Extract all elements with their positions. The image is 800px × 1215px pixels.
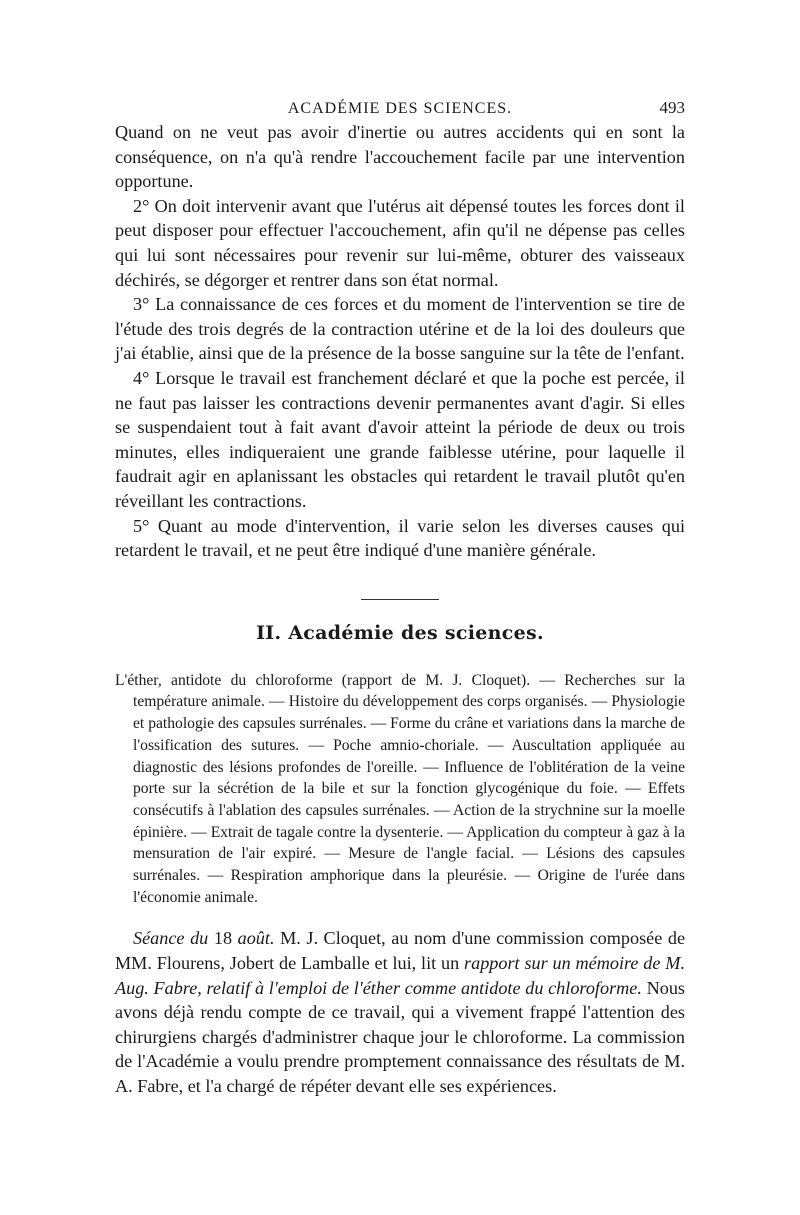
- book-page: [115, 92, 685, 1099]
- page-number: 493: [659, 98, 685, 117]
- paragraph-3: 3° La connaissance de ces forces et du moment de l'intervention se tire de l'étude des trois degrés de la contraction utérine et de la loi des douleurs que j'ai établie, ainsi que de la présence de la bosse sanguine sur la tête de l'enfant.: [115, 294, 685, 364]
- section-heading: II. Académie des sciences.: [256, 621, 544, 644]
- seance-paragraph: [115, 926, 685, 1098]
- section-divider: [361, 599, 439, 600]
- seance-day: 18: [213, 928, 233, 949]
- seance-text-2: Nous avons déjà rendu compte de ce travail, qui a vivement frappé l'attention des chirurgiens chargés d'administrer chaque jour le chloroforme. La commission de l'Académie a voulu prendre promptement connaissance des résultats de M. A. Fabre, et l'a chargé de répéter devant elle ses expériences.: [115, 977, 685, 1096]
- section-summary: L'éther, antidote du chloroforme (rapport de M. J. Cloquet). — Recherches sur la température animale. — Histoire du développement des corps organisés. — Physiologie et pathologie des capsules surrénales. — Forme du crâne et variations dans la marche de l'ossification des sutures. — Poche amnio-choriale. — Auscultation appliquée au diagnostic des lésions profondes de l'oreille. — Influence de l'oblitération de la veine porte sur la sécrétion de la bile et sur la fonction glycogénique du foie. — Effets consécutifs à l'ablation des capsules surrénales. — Action de la strychnine sur la moelle épinière. — Extrait de tagale contre la dysenterie. — Application du compteur à gaz à la mensuration de l'air expiré. — Mesure de l'angle facial. — Lésions des capsules surrénales. — Respiration amphorique dans la pleurésie. — Origine de l'urée dans l'économie animale.: [115, 671, 685, 906]
- paragraph-4: 4° Lorsque le travail est franchement déclaré et que la poche est percée, il ne faut pas laisser les contractions devenir permanentes avant d'agir. Si elles se suspendaient tout à fait avant d'avoir atteint la période de deux ou trois minutes, elles indiqueraient une grande faiblesse utérine, pour laquelle il faudrait agir en aplanissant les obstacles qui retardent le travail plutôt qu'en réveillant les contractions.: [115, 367, 685, 511]
- seance-label: Séance du: [133, 928, 209, 949]
- paragraph-1: Quand on ne veut pas avoir d'inertie ou autres accidents qui en sont la conséquence, on n'a qu'à rendre l'accouchement facile par une intervention opportune.: [115, 122, 685, 192]
- running-title: ACADÉMIE DES SCIENCES.: [287, 100, 513, 117]
- paragraph-2: 2° On doit intervenir avant que l'utérus ait dépensé toutes les forces dont il peut disposer pour effectuer l'accouchement, afin qu'il ne dépense pas celles qui lui sont nécessaires pour revenir sur lui-même, obturer des vaisseaux déchirés, se dégorger et rentrer dans son état normal.: [115, 195, 685, 290]
- seance-month: août.: [237, 928, 275, 949]
- report-title: rapport sur un mémoire de M. Aug. Fabre, relatif à l'emploi de l'éther comme antidote du chloroforme.: [115, 953, 685, 998]
- running-header: [115, 92, 685, 120]
- paragraph-5: 5° Quant au mode d'intervention, il varie selon les diverses causes qui retardent le travail, et ne peut être indiqué d'une manière générale.: [115, 515, 685, 561]
- seance-text-1: M. J. Cloquet, au nom d'une commission composée de MM. Flourens, Jobert de Lamballe et lui, lit un: [115, 928, 686, 974]
